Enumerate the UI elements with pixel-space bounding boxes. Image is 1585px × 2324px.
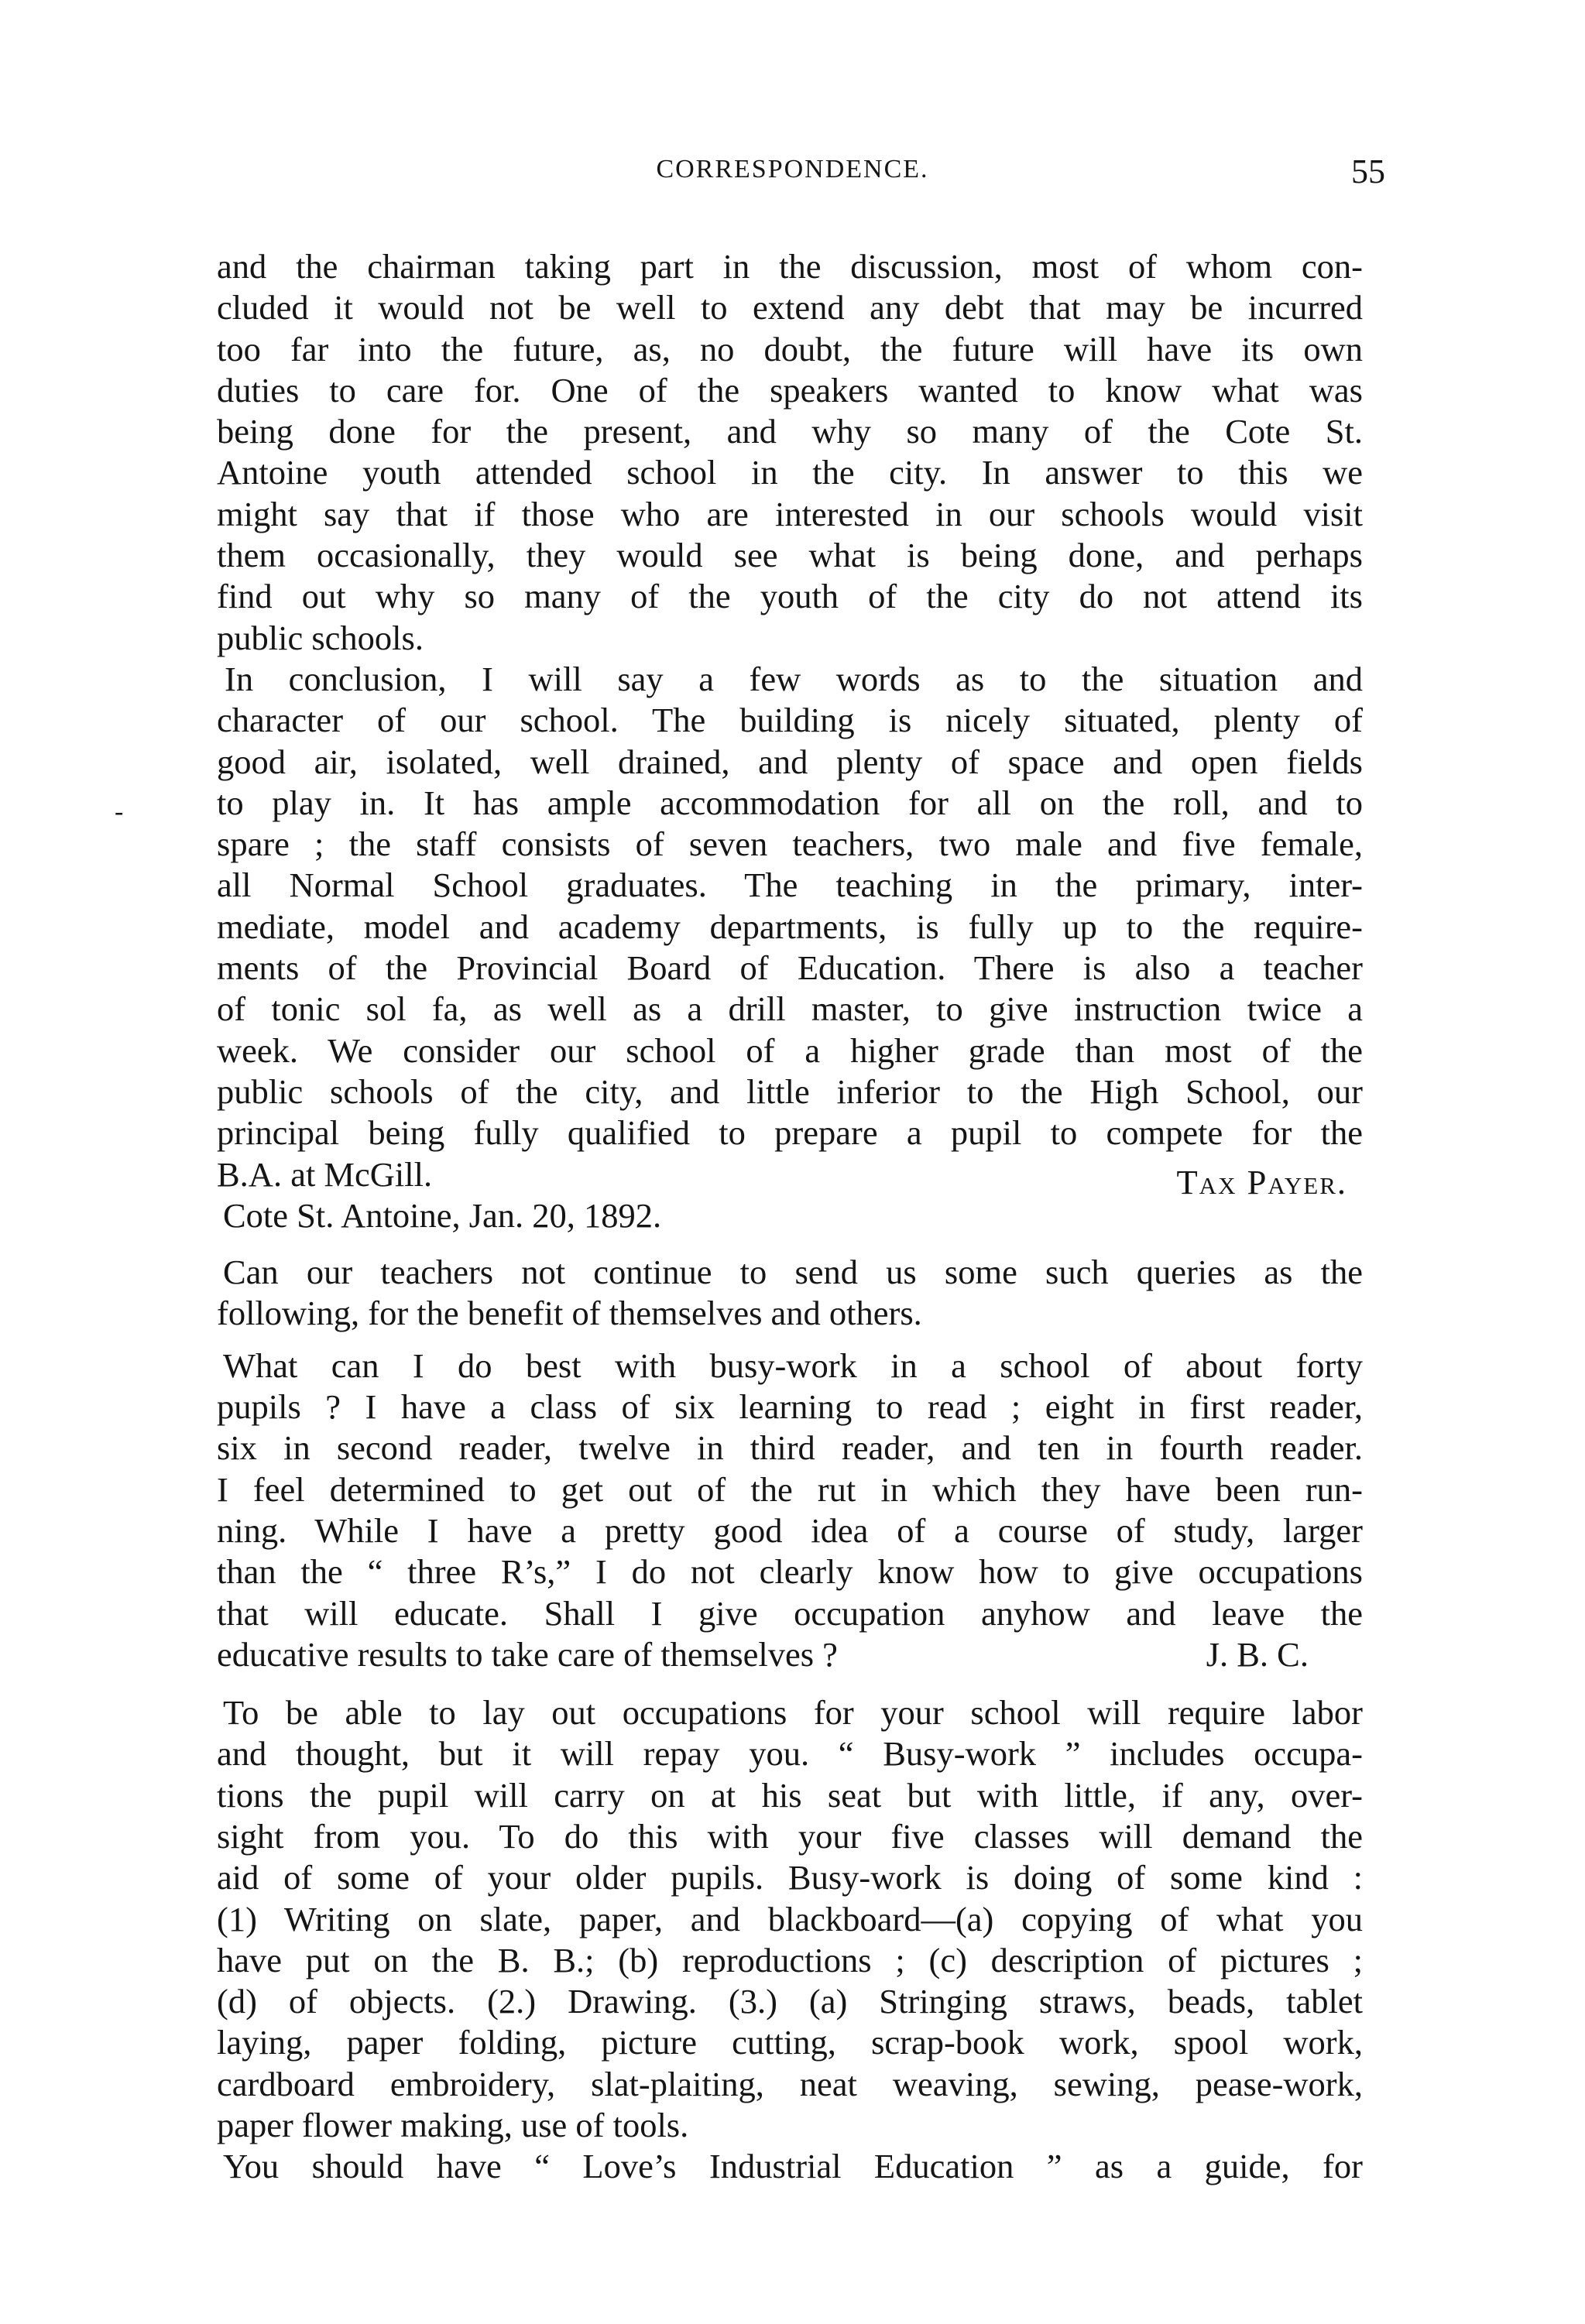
text-line: to play in. It has ample accommodation for all on the roll, and to (217, 783, 1363, 822)
text-line: mediate, model and academy departments, is fully up to the require- (217, 907, 1363, 946)
text-line: public schools. (217, 618, 424, 657)
text-line: I feel determined to get out of the rut in which they have been run- (217, 1469, 1363, 1509)
text-line: six in second reader, twelve in third reader, and ten in fourth reader. (217, 1428, 1363, 1468)
text-line: duties to care for. One of the speakers wanted to know what was (217, 370, 1363, 410)
text-line: spare ; the staff consists of seven teachers, two male and five female, (217, 824, 1363, 864)
text-line: ning. While I have a pretty good idea of a course of study, larger (217, 1510, 1363, 1550)
text-line: You should have “ Love’s Industrial Education ” as a guide, for (223, 2147, 1363, 2186)
text-line: To be able to lay out occupations for your school will require labor (223, 1693, 1363, 1733)
text-line: of tonic sol fa, as well as a drill master, to give instruction twice a (217, 989, 1363, 1029)
text-line: week. We consider our school of a higher grade than most of the (217, 1030, 1363, 1070)
dateline: Cote St. Antoine, Jan. 20, 1892. (223, 1195, 662, 1235)
text-line: What can I do best with busy-work in a school of about forty (223, 1345, 1363, 1385)
text-line: tions the pupil will carry on at his seat but with little, if any, over- (217, 1775, 1363, 1815)
text-line: might say that if those who are interested in our schools would visit (217, 494, 1363, 533)
text-line: laying, paper folding, picture cutting, scrap-book work, spool work, (217, 2023, 1363, 2062)
text-line: being done for the present, and why so many of the Cote St. (217, 412, 1363, 451)
text-line: too far into the future, as, no doubt, the future will have its own (217, 329, 1363, 368)
text-line: following, for the benefit of themselves and others. (217, 1294, 922, 1333)
margin-mark: - (115, 797, 124, 826)
text-line: sight from you. To do this with your five classes will demand the (217, 1816, 1363, 1856)
text-line: that will educate. Shall I give occupation anyhow and leave the (217, 1593, 1363, 1633)
text-line: character of our school. The building is nicely situated, plenty of (217, 701, 1363, 740)
signature-initials: J. B. C. (1206, 1634, 1309, 1674)
paragraph-5 (217, 1692, 1363, 2146)
text-line: cardboard embroidery, slat-plaiting, neat weaving, sewing, pease-work, (217, 2064, 1363, 2103)
text-line: In conclusion, I will say a few words as to the situation and (225, 659, 1363, 698)
text-line: aid of some of your older pupils. Busy-work is doing of some kind : (217, 1858, 1363, 1897)
paragraph-1 (217, 246, 1363, 659)
text-line: educative results to take care of themselves ? (217, 1634, 838, 1674)
text-line: and thought, but it will repay you. “ Busy-work ” includes occupa- (217, 1734, 1363, 1774)
text-line: all Normal School graduates. The teaching in the primary, inter- (217, 866, 1363, 905)
text-line: have put on the B. B.; (b) reproductions ; (c) description of pictures ; (217, 1940, 1363, 1980)
page-number: 55 (1351, 153, 1385, 190)
text-line: cluded it would not be well to extend any debt that may be incurred (217, 288, 1363, 327)
text-line-with-signature (217, 1154, 1363, 1201)
text-line: find out why so many of the youth of the city do not attend its (217, 577, 1363, 616)
paragraph-4 (217, 1345, 1363, 1675)
text-line: (1) Writing on slate, paper, and blackboard—(a) copying of what you (217, 1899, 1363, 1938)
paragraph-6 (217, 2146, 1363, 2187)
paragraph-2 (217, 659, 1363, 1236)
text-line: paper flower making, use of tools. (217, 2106, 689, 2145)
text-line: (d) of objects. (2.) Drawing. (3.) (a) Stringing straws, beads, tablet (217, 1982, 1363, 2021)
text-line: B.A. at McGill. (217, 1154, 433, 1194)
text-line: principal being fully qualified to prepare a pupil to compete for the (217, 1113, 1363, 1153)
signature-tax-payer: Tax Payer. (1176, 1162, 1347, 1201)
text-line: and the chairman taking part in the discussion, most of whom con- (217, 247, 1363, 286)
page-header-title: CORRESPONDENCE. (656, 155, 929, 183)
text-line: public schools of the city, and little inferior to the High School, our (217, 1071, 1363, 1111)
text-line: Antoine youth attended school in the city. In answer to this we (217, 453, 1363, 492)
text-line: Can our teachers not continue to send us some such queries as the (223, 1253, 1363, 1292)
text-line: ments of the Provincial Board of Education. There is also a teacher (217, 948, 1363, 988)
text-line: pupils ? I have a class of six learning to read ; eight in first reader, (217, 1387, 1363, 1427)
text-line: them occasionally, they would see what is being done, and perhaps (217, 536, 1363, 575)
text-line-with-signature (217, 1634, 1363, 1675)
text-line: than the “ three R’s,” I do not clearly know how to give occupations (217, 1552, 1363, 1592)
running-head (0, 155, 1585, 201)
body-text (217, 246, 1363, 2188)
paragraph-3 (217, 1252, 1363, 1335)
text-line: good air, isolated, well drained, and plenty of space and open fields (217, 742, 1363, 781)
